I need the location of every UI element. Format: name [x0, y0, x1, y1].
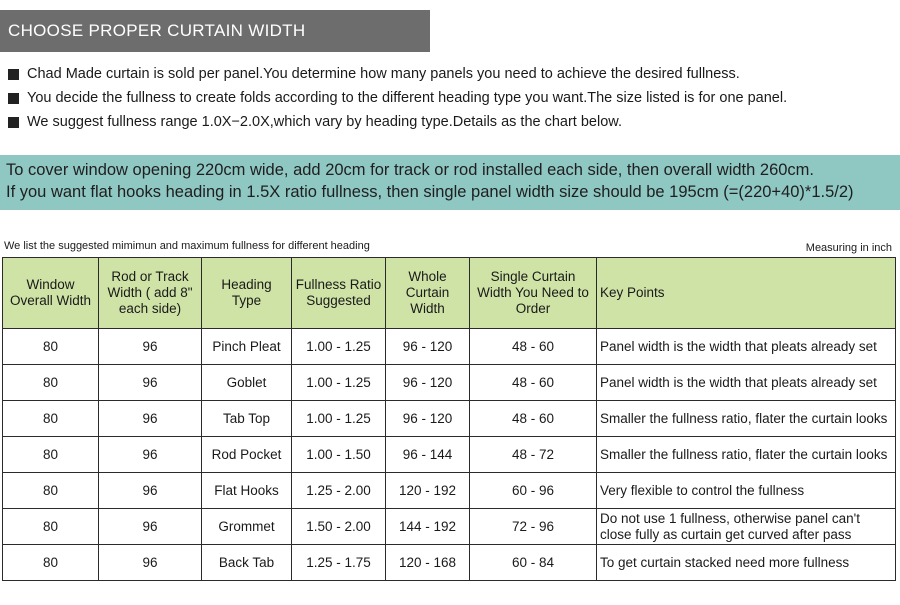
table-row: [3, 509, 896, 545]
info-line-2: If you want flat hooks heading in 1.5X ratio fullness, then single panel width size should be 195cm (=(220+40)*1.5/2): [6, 183, 854, 201]
header-whole-curtain-width: Whole Curtain Width: [386, 258, 470, 329]
cell-window-width: 80: [3, 545, 99, 581]
cell-heading-type: Back Tab: [202, 545, 292, 581]
cell-fullness-ratio: 1.00 - 1.25: [292, 329, 386, 365]
cell-window-width: 80: [3, 509, 99, 545]
table-row: [3, 329, 896, 365]
cell-rod-width: 96: [99, 437, 202, 473]
cell-single-width: 48 - 60: [470, 365, 597, 401]
cell-window-width: 80: [3, 329, 99, 365]
cell-fullness-ratio: 1.00 - 1.25: [292, 365, 386, 401]
cell-whole-width: 96 - 120: [386, 365, 470, 401]
cell-rod-width: 96: [99, 545, 202, 581]
cell-single-width: 48 - 60: [470, 329, 597, 365]
cell-key-points: Smaller the fullness ratio, flater the curtain looks: [597, 437, 896, 473]
table-row: [3, 473, 896, 509]
cell-fullness-ratio: 1.25 - 1.75: [292, 545, 386, 581]
cell-window-width: 80: [3, 365, 99, 401]
square-bullet-icon: [8, 117, 19, 128]
bullet-item: [8, 110, 898, 134]
header-rod-track-width: Rod or Track Width ( add 8" each side): [99, 258, 202, 329]
cell-window-width: 80: [3, 401, 99, 437]
table-header-row: [3, 258, 896, 329]
cell-single-width: 72 - 96: [470, 509, 597, 545]
square-bullet-icon: [8, 69, 19, 80]
cell-rod-width: 96: [99, 473, 202, 509]
cell-whole-width: 96 - 120: [386, 401, 470, 437]
cell-heading-type: Rod Pocket: [202, 437, 292, 473]
bullet-item: [8, 62, 898, 86]
table-row: [3, 401, 896, 437]
cell-key-points: To get curtain stacked need more fullness: [597, 545, 896, 581]
cell-heading-type: Tab Top: [202, 401, 292, 437]
cell-whole-width: 144 - 192: [386, 509, 470, 545]
unit-note: Measuring in inch: [805, 242, 892, 254]
header-heading-type: Heading Type: [202, 258, 292, 329]
header-window-overall-width: Window Overall Width: [3, 258, 99, 329]
cell-single-width: 60 - 96: [470, 473, 597, 509]
fullness-table: [2, 257, 896, 581]
cell-key-points: Very flexible to control the fullness: [597, 473, 896, 509]
cell-fullness-ratio: 1.00 - 1.25: [292, 401, 386, 437]
cell-fullness-ratio: 1.25 - 2.00: [292, 473, 386, 509]
cell-heading-type: Pinch Pleat: [202, 329, 292, 365]
cell-fullness-ratio: 1.00 - 1.50: [292, 437, 386, 473]
header-single-curtain-width: Single Curtain Width You Need to Order: [470, 258, 597, 329]
cell-key-points: Smaller the fullness ratio, flater the curtain looks: [597, 401, 896, 437]
example-info-band: [0, 155, 900, 210]
cell-whole-width: 120 - 168: [386, 545, 470, 581]
cell-heading-type: Flat Hooks: [202, 473, 292, 509]
square-bullet-icon: [8, 93, 19, 104]
header-fullness-ratio: Fullness Ratio Suggested: [292, 258, 386, 329]
cell-key-points: Panel width is the width that pleats already set: [597, 329, 896, 365]
cell-rod-width: 96: [99, 365, 202, 401]
cell-single-width: 48 - 60: [470, 401, 597, 437]
table-row: [3, 365, 896, 401]
cell-key-points: Do not use 1 fullness, otherwise panel can't close fully as curtain get curved after pass: [597, 509, 896, 545]
bullet-text: We suggest fullness range 1.0X−2.0X,which vary by heading type.Details as the chart below.: [27, 114, 622, 130]
cell-heading-type: Grommet: [202, 509, 292, 545]
cell-whole-width: 96 - 144: [386, 437, 470, 473]
cell-whole-width: 96 - 120: [386, 329, 470, 365]
cell-rod-width: 96: [99, 329, 202, 365]
cell-rod-width: 96: [99, 401, 202, 437]
table-row: [3, 437, 896, 473]
section-title: CHOOSE PROPER CURTAIN WIDTH: [0, 10, 430, 52]
cell-single-width: 48 - 72: [470, 437, 597, 473]
cell-rod-width: 96: [99, 509, 202, 545]
cell-window-width: 80: [3, 473, 99, 509]
info-line-1: To cover window opening 220cm wide, add 20cm for track or rod installed each side, then overall width 260cm.: [6, 161, 815, 179]
bullet-text: Chad Made curtain is sold per panel.You determine how many panels you need to achieve the desired fullness.: [27, 66, 740, 82]
cell-whole-width: 120 - 192: [386, 473, 470, 509]
bullet-item: [8, 86, 898, 110]
cell-fullness-ratio: 1.50 - 2.00: [292, 509, 386, 545]
cell-window-width: 80: [3, 437, 99, 473]
table-caption: We list the suggested mimimun and maximum fullness for different heading: [4, 240, 370, 252]
cell-single-width: 60 - 84: [470, 545, 597, 581]
cell-key-points: Panel width is the width that pleats already set: [597, 365, 896, 401]
table-row: [3, 545, 896, 581]
bullet-text: You decide the fullness to create folds according to the different heading type you want.The size listed is for one panel.: [27, 90, 788, 106]
header-key-points: Key Points: [597, 258, 896, 329]
cell-heading-type: Goblet: [202, 365, 292, 401]
bullet-list: [8, 62, 898, 134]
